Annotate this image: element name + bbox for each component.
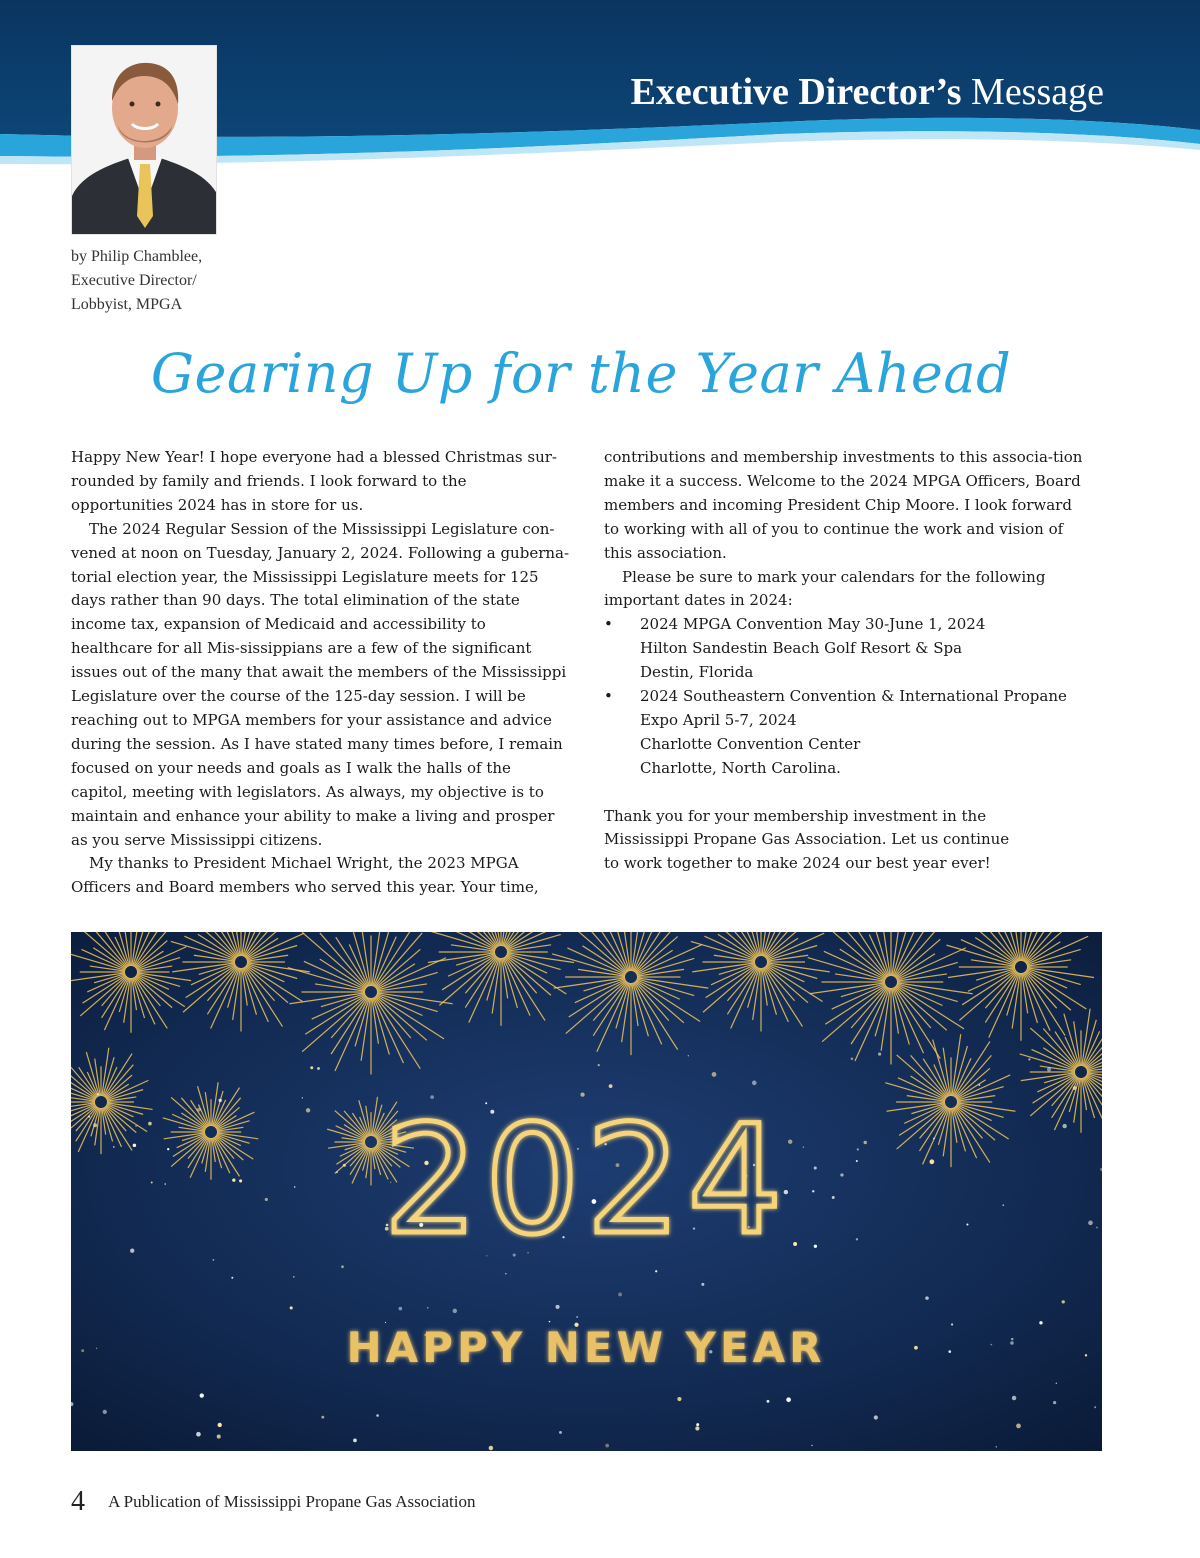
sparkle-dot [1096,1227,1098,1229]
sparkle-dot [239,1179,242,1182]
sparkle-dot [914,1346,918,1350]
article-left-column [71,446,571,900]
sparkle-dot [803,1146,805,1148]
event-location: Charlotte, North Carolina. [640,758,841,777]
sparkle-dot [113,1146,115,1148]
sparkle-dot [933,1138,935,1140]
sparkle-dot [618,1293,622,1297]
event-location: Destin, Florida [640,663,754,682]
sparkle-dot [752,1081,757,1086]
sparkle-dot [164,1183,166,1185]
sparkle-dot [1073,1086,1077,1090]
sparkle-dot [832,1196,835,1199]
sparkle-dot [786,1397,791,1402]
sparkle-dot [814,1245,817,1248]
sparkle-dot [978,1084,980,1086]
sparkle-dot [840,1173,843,1176]
closing-line: Thank you for your membership investment in the [604,806,987,825]
sparkle-dot [1056,1383,1057,1384]
sparkle-dot [130,1249,134,1253]
bullet-icon: • [604,615,613,634]
sparkle-dot [696,1423,699,1426]
sparkle-dot [767,1400,770,1403]
greeting-sparkler-text: HAPPY NEW YEAR [346,1323,826,1372]
sparkle-dot [1062,1300,1065,1303]
sparkle-dot [148,1122,152,1126]
sparkle-dot [218,1099,221,1102]
sparkle-dot [232,1178,235,1181]
sparkle-dot [1016,1424,1021,1429]
bullet-icon: • [604,687,613,706]
sparkle-dot [951,1323,953,1325]
sparkle-dot [293,1276,294,1277]
sparkle-dot [712,1072,717,1077]
sparkle-dot [1012,1396,1016,1400]
sparkle-dot [1088,1221,1093,1226]
sparkle-dot [929,1159,934,1164]
sparkle-dot [336,1171,338,1173]
sparkle-dot [217,1435,221,1439]
article-headline: Gearing Up for the Year Ahead [150,342,1012,405]
sparkle-dot [598,1064,600,1066]
year-sparkler-text: 2024 [383,1094,789,1268]
article-right-column [604,446,1084,876]
sparkle-dot [948,1350,951,1353]
sparkle-dot [302,1097,303,1098]
sparkle-dot [317,1067,320,1070]
closing-line: Mississippi Propane Gas Association. Let us continue [604,830,1010,849]
sparkle-dot [576,1316,578,1318]
section-title-bold: Executive Director’s [630,71,962,113]
sparkle-dot [990,1344,992,1346]
sparkle-dot [605,1444,609,1448]
event-list [604,613,1084,780]
sparkle-dot [167,1148,169,1150]
sparkle-dot [321,1416,324,1419]
sparkle-dot [218,1423,222,1427]
event-venue: Charlotte Convention Center [640,734,861,753]
sparkle-dot [1010,1341,1014,1345]
sparkle-dot [793,1242,797,1246]
sparkle-dot [343,1164,346,1167]
sparkle-dot [701,1283,704,1286]
paragraph: contributions and membership investments to this associa-tion make it a success. Welcome to the 2024 MPGA Officers, Board members and incoming President Chip Moore. I look forward to working with all of you to continue the work and vision of this association. [604,448,1083,562]
sparkle-dot [1047,1068,1051,1072]
sparkle-dot [97,1093,99,1095]
sparkle-dot [135,1125,137,1127]
page-number: 4 [71,1486,85,1517]
sparkle-dot [863,1141,867,1145]
sparkle-dot [996,1446,997,1447]
sparkle-dot [811,1445,813,1447]
sparkle-dot [265,1198,268,1201]
event-title: 2024 MPGA Convention May 30-June 1, 2024 [640,615,986,634]
sparkle-dot [197,1108,201,1112]
sparkle-dot [200,1393,204,1397]
closing-paragraph [604,805,1084,877]
sparkle-dot [427,1307,429,1309]
sparkle-dot [812,1190,814,1192]
sparkle-dot [151,1182,153,1184]
sparkle-dot [505,1273,507,1275]
sparkle-dot [856,1160,858,1162]
sparkle-dot [878,1053,881,1056]
byline-line: Lobbyist, MPGA [71,296,183,313]
sparkle-dot [966,1223,968,1225]
spacer [604,781,1084,805]
section-title-regular: Message [971,71,1104,113]
paragraph: Happy New Year! I hope everyone had a blessed Christmas sur-rounded by family and friends. I look forward to the opportunities 2024 has in store for us. [71,448,557,514]
sparkle-dot [1062,1124,1066,1128]
sparkle-dot [310,1066,313,1069]
new-year-fireworks-photo [71,932,1102,1451]
sparkle-dot [376,1414,379,1417]
calendar-intro: Please be sure to mark your calendars for the following important dates in 2024: [604,567,1046,610]
sparkle-dot [212,1259,214,1261]
byline-line: by Philip Chamblee, [71,248,203,265]
sparkle-dot [290,1306,293,1309]
sparkle-dot [677,1397,681,1401]
sparkle-dot [688,1055,689,1056]
sparkle-dot [655,1270,657,1272]
sparkle-dot [856,1238,858,1240]
paragraph: The 2024 Regular Session of the Mississippi Legislature con-vened at noon on Tuesday, January 2, 2024. Following a guberna-torial election year, the Mississippi Legislature meets for 125 days rather than 90 days. The total elimination of the state income tax, expansion of Medicaid and accessibility to healthcare for all Mis-sissippians are a few of the significant issues out of the many that await the members of the Mississippi Legislature over the course of the 125-day session. I will be reaching out to MPGA members for your assistance and advice during the session. As I have stated many times before, I remain focused on your needs and goals as I walk the halls of the capitol, meeting with legislators. As always, my objective is to maintain and enhance your ability to make a living and prosper as you serve Mississippi citizens. [71,519,570,849]
sparkle-dot [1011,1338,1013,1340]
sparkle-dot [196,1432,201,1437]
page-footer [71,1486,475,1518]
sparkle-dot [489,1446,494,1451]
sparkle-dot [695,1426,699,1430]
sparkle-dot [306,1108,310,1112]
sparkle-dot [1053,1401,1056,1404]
byline-line: Executive Director/ [71,272,197,289]
sparkle-dot [556,1305,560,1309]
sparkle-dot [1085,1354,1087,1356]
sparkle-dot [341,1265,344,1268]
paragraph: My thanks to President Michael Wright, the 2023 MPGA Officers and Board members who served this year. Your time, [71,854,539,897]
sparkle-dot [609,1084,613,1088]
closing-line: to work together to make 2024 our best year ever! [604,854,991,873]
sparkle-dot [133,1144,136,1147]
publication-credit: A Publication of Mississippi Propane Gas Association [108,1492,476,1511]
sparkle-dot [103,1410,107,1414]
sparkle-dot [1002,1204,1004,1206]
sparkle-dot [96,1348,97,1349]
sparkle-dot [857,1148,859,1150]
event-item [604,613,1084,685]
sparkle-dot [453,1309,457,1313]
sparkle-dot [88,1116,90,1118]
section-title [631,70,1104,114]
sparkle-dot [851,1058,854,1061]
event-title: 2024 Southeastern Convention & International Propane Expo April 5-7, 2024 [640,687,1067,729]
event-venue: Hilton Sandestin Beach Golf Resort & Spa [640,639,963,658]
sparkle-dot [1094,1406,1096,1408]
sparkle-dot [559,1431,562,1434]
sparkle-dot [1039,1321,1042,1324]
sparkle-dot [925,1296,929,1300]
sparkle-dot [81,1349,84,1352]
portrait-illustration [72,46,217,235]
sparkle-dot [814,1167,817,1170]
sparkle-dot [399,1307,403,1311]
sparkle-dot [93,1123,97,1127]
sparkle-dot [294,1186,295,1187]
sparkle-dot [231,1277,233,1279]
sparkle-dot [353,1438,357,1442]
sparkle-dot [874,1415,878,1419]
event-item [604,685,1084,781]
author-portrait [71,45,217,235]
author-byline [71,245,241,317]
sparkle-dot [1028,1058,1030,1060]
